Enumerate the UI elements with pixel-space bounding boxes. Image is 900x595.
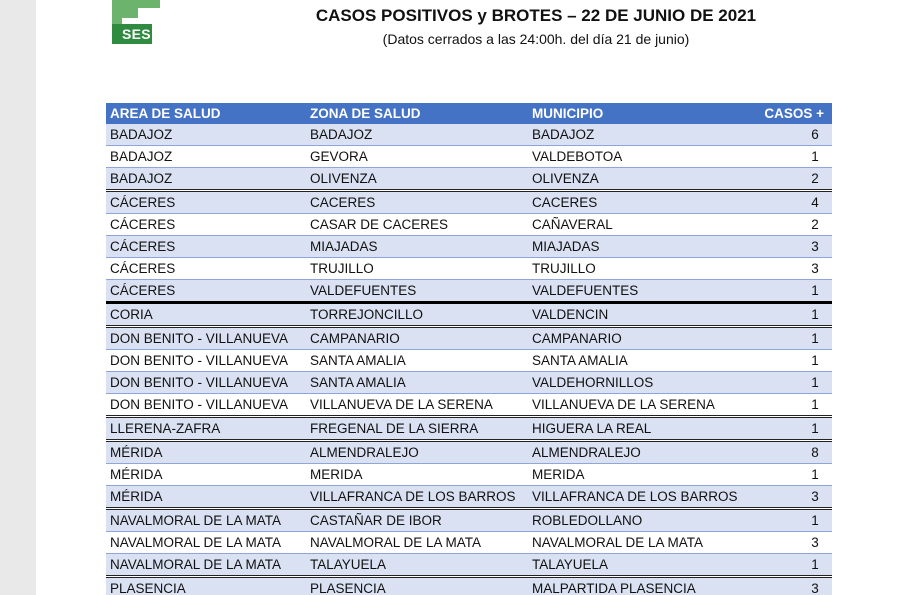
table-row [106, 486, 832, 509]
cell-municipio: VALDENCIN [528, 303, 742, 327]
cell-casos: 1 [742, 417, 832, 441]
cell-area: CÁCERES [106, 191, 306, 214]
table-row [106, 441, 832, 464]
cell-municipio: ROBLEDOLLANO [528, 509, 742, 532]
cell-municipio: HIGUERA LA REAL [528, 417, 742, 441]
cell-municipio: MIAJADAS [528, 236, 742, 258]
cell-municipio: BADAJOZ [528, 124, 742, 146]
cell-zona: OLIVENZA [306, 168, 528, 191]
cell-municipio: TALAYUELA [528, 554, 742, 577]
table-row [106, 303, 832, 327]
cell-area: CÁCERES [106, 280, 306, 303]
cell-casos: 3 [742, 486, 832, 509]
table-row [106, 258, 832, 280]
table-row [106, 509, 832, 532]
cell-casos: 1 [742, 303, 832, 327]
cell-area: CORIA [106, 303, 306, 327]
cell-zona: MERIDA [306, 464, 528, 486]
cell-zona: CASAR DE CACERES [306, 214, 528, 236]
cell-area: CÁCERES [106, 258, 306, 280]
cell-casos: 1 [742, 464, 832, 486]
table-row [106, 146, 832, 168]
cell-zona: SANTA AMALIA [306, 372, 528, 394]
cell-area: LLERENA-ZAFRA [106, 417, 306, 441]
cell-zona: CACERES [306, 191, 528, 214]
cell-municipio: VALDEFUENTES [528, 280, 742, 303]
table-row [106, 350, 832, 372]
cell-area: BADAJOZ [106, 146, 306, 168]
cell-zona: MIAJADAS [306, 236, 528, 258]
cell-zona: TORREJONCILLO [306, 303, 528, 327]
cell-zona: CASTAÑAR DE IBOR [306, 509, 528, 532]
ses-logo [110, 0, 164, 46]
col-header-zona: ZONA DE SALUD [306, 103, 528, 124]
col-header-municipio: MUNICIPIO [528, 103, 742, 124]
cell-area: NAVALMORAL DE LA MATA [106, 509, 306, 532]
table-row [106, 577, 832, 595]
col-header-area: AREA DE SALUD [106, 103, 306, 124]
cell-area: NAVALMORAL DE LA MATA [106, 554, 306, 577]
cell-area: DON BENITO - VILLANUEVA [106, 372, 306, 394]
cell-zona: NAVALMORAL DE LA MATA [306, 532, 528, 554]
cell-municipio: VALDEHORNILLOS [528, 372, 742, 394]
cell-area: BADAJOZ [106, 124, 306, 146]
cell-area: DON BENITO - VILLANUEVA [106, 394, 306, 417]
cell-zona: CAMPANARIO [306, 327, 528, 350]
cell-municipio: MALPARTIDA PLASENCIA [528, 577, 742, 595]
cell-zona: TRUJILLO [306, 258, 528, 280]
cell-zona: FREGENAL DE LA SIERRA [306, 417, 528, 441]
cell-casos: 2 [742, 214, 832, 236]
col-header-casos: CASOS + [742, 103, 832, 124]
cell-zona: GEVORA [306, 146, 528, 168]
cell-casos: 1 [742, 327, 832, 350]
logo-text: SES [122, 26, 151, 42]
cell-area: MÉRIDA [106, 441, 306, 464]
cell-casos: 1 [742, 280, 832, 303]
cell-casos: 1 [742, 146, 832, 168]
cell-casos: 3 [742, 532, 832, 554]
cell-casos: 3 [742, 236, 832, 258]
cell-municipio: CACERES [528, 191, 742, 214]
table-header-row [106, 103, 832, 124]
cell-casos: 2 [742, 168, 832, 191]
cell-zona: SANTA AMALIA [306, 350, 528, 372]
cell-area: CÁCERES [106, 214, 306, 236]
cell-casos: 1 [742, 372, 832, 394]
cell-municipio: TRUJILLO [528, 258, 742, 280]
cell-area: MÉRIDA [106, 486, 306, 509]
cell-municipio: VILLANUEVA DE LA SERENA [528, 394, 742, 417]
cell-casos: 1 [742, 509, 832, 532]
cell-municipio: SANTA AMALIA [528, 350, 742, 372]
table-row [106, 191, 832, 214]
table-row [106, 327, 832, 350]
document-page [36, 0, 900, 595]
cell-casos: 3 [742, 577, 832, 595]
table-row [106, 372, 832, 394]
cell-area: NAVALMORAL DE LA MATA [106, 532, 306, 554]
cell-casos: 1 [742, 350, 832, 372]
cell-area: DON BENITO - VILLANUEVA [106, 350, 306, 372]
cell-municipio: OLIVENZA [528, 168, 742, 191]
cell-municipio: ALMENDRALEJO [528, 441, 742, 464]
table-row [106, 417, 832, 441]
cell-zona: VILLANUEVA DE LA SERENA [306, 394, 528, 417]
table-row [106, 168, 832, 191]
cell-casos: 8 [742, 441, 832, 464]
table-row [106, 532, 832, 554]
page-title: CASOS POSITIVOS y BROTES – 22 DE JUNIO DE 2021 [315, 6, 757, 25]
cell-zona: VALDEFUENTES [306, 280, 528, 303]
cases-table [106, 103, 832, 595]
cell-area: DON BENITO - VILLANUEVA [106, 327, 306, 350]
table-row [106, 236, 832, 258]
cell-municipio: CAÑAVERAL [528, 214, 742, 236]
cell-casos: 1 [742, 394, 832, 417]
cell-zona: TALAYUELA [306, 554, 528, 577]
cell-municipio: VILLAFRANCA DE LOS BARROS [528, 486, 742, 509]
cell-casos: 6 [742, 124, 832, 146]
page-subtitle: (Datos cerrados a las 24:00h. del día 21 de junio) [382, 31, 690, 47]
table-row [106, 280, 832, 303]
cell-zona: VILLAFRANCA DE LOS BARROS [306, 486, 528, 509]
table-row [106, 124, 832, 146]
cell-area: CÁCERES [106, 236, 306, 258]
cell-casos: 4 [742, 191, 832, 214]
cell-zona: PLASENCIA [306, 577, 528, 595]
cell-casos: 1 [742, 554, 832, 577]
cell-area: PLASENCIA [106, 577, 306, 595]
cell-zona: BADAJOZ [306, 124, 528, 146]
table-row [106, 214, 832, 236]
cell-municipio: MERIDA [528, 464, 742, 486]
cell-municipio: VALDEBOTOA [528, 146, 742, 168]
cell-area: MÉRIDA [106, 464, 306, 486]
cell-zona: ALMENDRALEJO [306, 441, 528, 464]
table-row [106, 394, 832, 417]
table-row [106, 554, 832, 577]
cell-municipio: CAMPANARIO [528, 327, 742, 350]
cell-casos: 3 [742, 258, 832, 280]
table-row [106, 464, 832, 486]
cell-municipio: NAVALMORAL DE LA MATA [528, 532, 742, 554]
cell-area: BADAJOZ [106, 168, 306, 191]
